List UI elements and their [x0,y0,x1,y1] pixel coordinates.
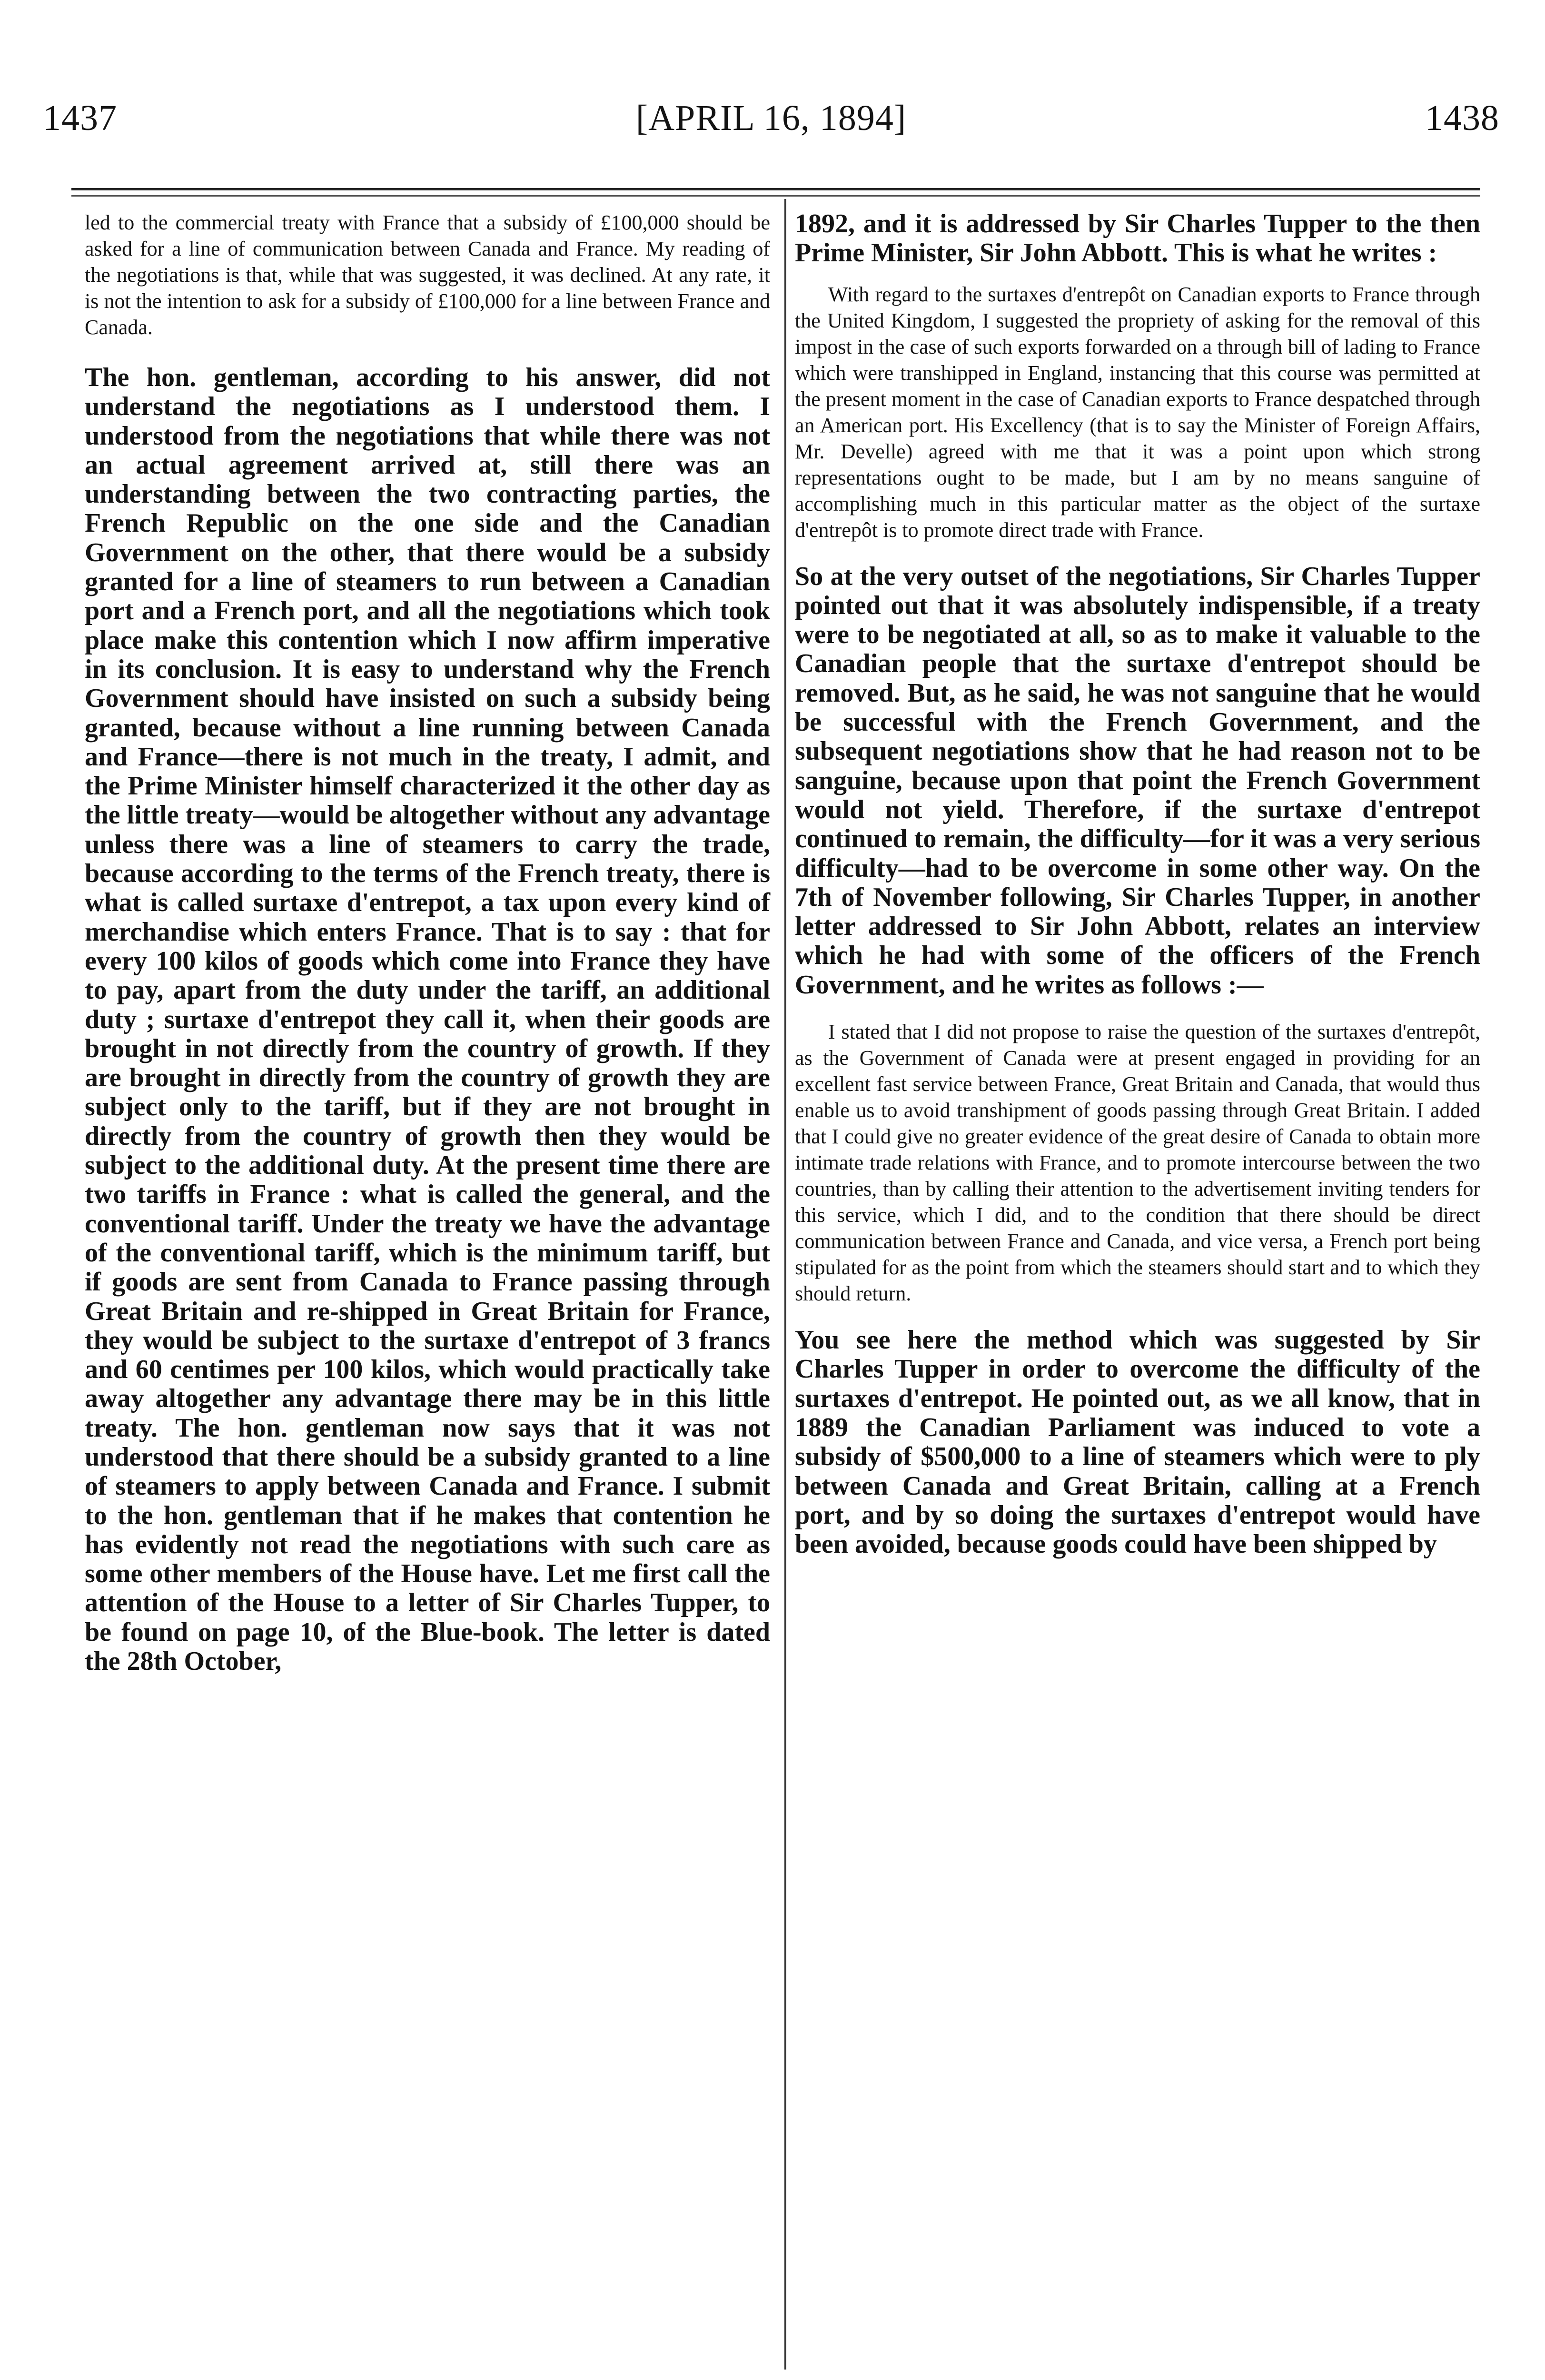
quoted-answer: led to the commercial treaty with France that a subsidy of £100,000 should be asked for a line of communication between Canada and France. My reading of the negotiations is that, while that was suggested, it was declined. At any rate, it is not the intention to ask for a subsidy of £100,000 for a line between France and Canada. [85,211,770,339]
paragraph-gap [85,340,770,363]
column-divider [784,199,786,2370]
paragraph-gap [795,268,1480,281]
header-date: [APRIL 16, 1894] [635,98,907,138]
page-number-right: 1438 [1425,98,1499,138]
paragraph-gap [795,543,1480,562]
paragraph-gap [795,1307,1480,1326]
left-column [85,209,770,1676]
right-column [795,209,1480,1559]
speech-paragraph-2: So at the very outset of the negotiations, Sir Charles Tupper pointed out that it was absolutely indispensible, if a treaty were to be negotiated at all, so as to make it valuable to the Canadian people that the surtaxe d'entrepot should be removed. But, as he said, he was not sanguine that he would be successful with the French Government, and the subsequent negotiations show that he had reason not to be sanguine, because upon that point the French Government would not yield. Therefore, if the surtaxe d'entrepot continued to remain, the difficulty—for it was a very serious difficulty—had to be overcome in some other way. On the 7th of November following, Sir Charles Tupper, in another letter addressed to Sir John Abbott, relates an interview which he had with some of the officers of the French Government, and he writes as follows :— [795,561,1480,1000]
quoted-letter-1: With regard to the surtaxes d'entrepôt on Canadian exports to France through the United Kingdom, I suggested the propriety of asking for the removal of this impost in the case of such exports forwarded on a through bill of lading to France which were transhipped in England, instancing that this course was permitted at the present moment in the case of Canadian exports to France despatched through an American port. His Excellency (that is to say the Minister of Foreign Affairs, Mr. Develle) agreed with me that it was a point upon which strong representations ought to be made, but I am by no means sanguine of accomplishing much in this particular matter as the object of the surtaxe d'entrepôt is to promote direct trade with France. [795,282,1480,542]
paragraph-gap [795,1000,1480,1019]
speech-paragraph-continued: 1892, and it is addressed by Sir Charles Tupper to the then Prime Minister, Sir John Abbott. This is what he writes : [795,209,1480,268]
page-header [43,98,1499,150]
speech-paragraph: The hon. gentleman, according to his answer, did not understand the negotiations as I understood them. I understood from the negotiations that while there was not an actual agreement arrived at, still there was an understanding between the two contracting parties, the French Republic on the one side and the Canadian Government on the other, that there would be a subsidy granted for a line of steamers to run between a Canadian port and a French port, and all the negotiations which took place make this contention which I now affirm imperative in its conclusion. It is easy to understand why the French Government should have insisted on such a subsidy being granted, because without a line running between Canada and France—there is not much in the treaty, I admit, and the Prime Minister himself characterized it the other day as the little treaty—would be altogether without any advantage unless there was a line of steamers to carry the trade, because according to the terms of the French treaty, there is what is called surtaxe d'entrepot, a tax upon every kind of merchandise which enters France. That is to say : that for every 100 kilos of goods which come into France they have to pay, apart from the duty under the tariff, an additional duty ; surtaxe d'entrepot they call it, when their goods are brought in not directly from the country of growth. If they are brought in directly from the country of growth they are subject only to the tariff, but if they are not brought in directly from the country of growth then they would be subject to the additional duty. At the present time there are two tariffs in France : what is called the general, and the conventional tariff. Under the treaty we have the advantage of the conventional tariff, which is the minimum tariff, but if goods are sent from Canada to France passing through Great Britain and re-shipped in Great Britain for France, they would be subject to the surtaxe d'entrepot of 3 francs and 60 centimes per 100 kilos, which would practically take away altogether any advantage there may be in this little treaty. The hon. gentleman now says that it was not understood that there should be a subsidy granted to a line of steamers to apply between Canada and France. I submit to the hon. gentleman that if he makes that contention he has evidently not read the negotiations with such care as some other members of the House have. Let me first call the attention of the House to a letter of Sir Charles Tupper, to be found on page 10, of the Blue-book. The letter is dated the 28th October, [85,363,770,1676]
speech-paragraph-3: You see here the method which was suggested by Sir Charles Tupper in order to overcome the difficulty of the surtaxes d'entrepot. He pointed out, as we all know, that in 1889 the Canadian Parliament was induced to vote a subsidy of $500,000 to a line of steamers which were to ply between Canada and Great Britain, calling at a French port, and by so doing the surtaxes d'entrepot would have been avoided, because goods could have been shipped by [795,1325,1480,1559]
page-number-left: 1437 [43,98,117,138]
header-rule-secondary [71,195,1480,197]
header-rule [71,188,1480,190]
quoted-letter-2: I stated that I did not propose to raise the question of the surtaxes d'entrepôt, as the Government of Canada were at present engaged in providing for an excellent fast service between France, Great Britain and Canada, that would thus enable us to avoid transhipment of goods passing through Great Britain. I added that I could give no greater evidence of the great desire of Canada to obtain more intimate trade relations with France, and to promote intercourse between the two countries, than by calling their attention to the advertisement inviting tenders for this service, which I did, and to the condition that there should be direct communication between France and Canada, and vice versa, a French port being stipulated for as the point from which the steamers should start and to which they should return. [795,1020,1480,1306]
